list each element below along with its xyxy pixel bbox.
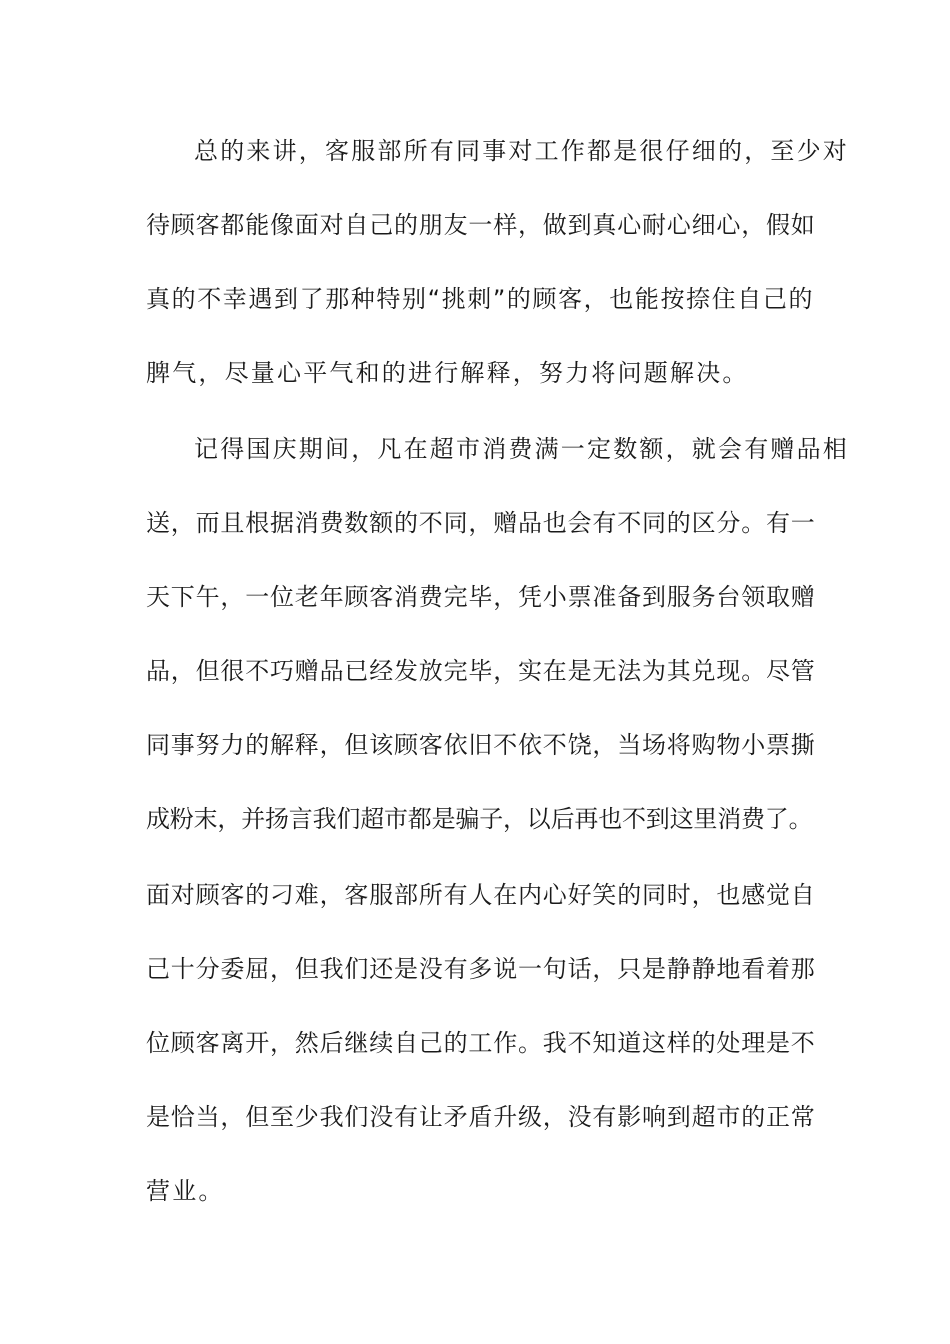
paragraph-2-line-4: 品，但很不巧赠品已经发放完毕，实在是无法为其兑现。尽管: [146, 657, 816, 685]
paragraph-2-line-10: 是恰当，但至少我们没有让矛盾升级，没有影响到超市的正常: [146, 1103, 816, 1131]
paragraph-2-line-11: 营业。: [146, 1177, 225, 1205]
paragraph-2-line-9: 位顾客离开，然后继续自己的工作。我不知道这样的处理是不: [146, 1029, 816, 1057]
paragraph-2-line-1: 记得国庆期间，凡在超市消费满一定数额，就会有赠品相: [194, 435, 849, 463]
paragraph-1-line-1: 总的来讲，客服部所有同事对工作都是很仔细的，至少对: [194, 137, 849, 165]
paragraph-1-line-4: 脾气，尽量心平气和的进行解释，努力将问题解决。: [146, 359, 749, 387]
paragraph-1-line-2: 待顾客都能像面对自己的朋友一样，做到真心耐心细心，假如: [146, 211, 816, 239]
paragraph-2-line-3: 天下午，一位老年顾客消费完毕，凭小票准备到服务台领取赠: [146, 583, 816, 611]
paragraph-1-line-3: 真的不幸遇到了那种特别“挑刺”的顾客，也能按捺住自己的: [146, 285, 815, 313]
paragraph-2-line-8: 己十分委屈，但我们还是没有多说一句话，只是静静地看着那: [146, 955, 816, 983]
paragraph-2-line-7: 面对顾客的刁难，客服部所有人在内心好笑的同时，也感觉自: [146, 881, 816, 909]
paragraph-2-line-2: 送，而且根据消费数额的不同，赠品也会有不同的区分。有一: [146, 509, 816, 537]
paragraph-2-line-6: 成粉末，并扬言我们超市都是骗子，以后再也不到这里消费了。: [146, 805, 813, 833]
paragraph-2-line-5: 同事努力的解释，但该顾客依旧不依不饶，当场将购物小票撕: [146, 731, 816, 759]
